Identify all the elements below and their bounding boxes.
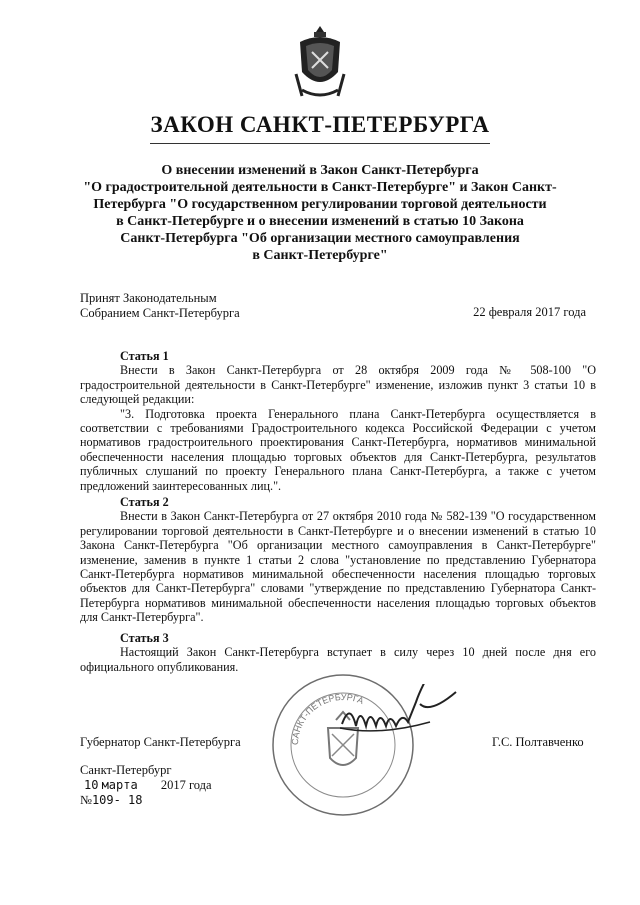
document-title: ЗАКОН САНКТ-ПЕТЕРБУРГА [150,112,490,137]
governor-title: Губернатор Санкт-Петербурга [80,735,241,749]
article-heading: Статья 1 [120,349,169,363]
heading-line: в Санкт-Петербурге" [252,248,388,263]
article-text: Внести в Закон Санкт-Петербурга от 27 октября 2010 года № 582-139 "О государственном регулировании торговой деятельности в Санкт-Петербурге и о внесении изменений в статью 10 Закона Санкт-Петербурга "Об организации местного самоуправления в Санкт-Петербурге" изменение, заменив в пункте 1 статьи 2 слова "установление по представлению Губернатора Санкт-Петербурга нормативов минимальной обеспеченности населения площадью торговых объектов для Санкт-Петербурга" словами "утверждение по представлению Губернатора Санкт-Петербурга нормативов минимальной обеспеченности населения площадью торговых объектов для Санкт-Петербурга". [80,509,596,625]
number-prefix: № [80,793,92,807]
adoption-date: 22 февраля 2017 года [473,305,586,319]
article-text: Настоящий Закон Санкт-Петербурга вступает в силу через 10 дней после дня его официального опубликования. [80,645,596,674]
adoption-line: Собранием Санкт-Петербурга [80,306,240,320]
heading-line: "О градостроительной деятельности в Санкт-Петербурге" и Закон Санкт- [83,180,557,195]
heading-line: О внесении изменений в Закон Санкт-Петербурга [161,163,479,178]
law-heading [80,162,560,264]
signing-date [80,778,212,793]
heading-line: Санкт-Петербурга "Об организации местного самоуправления [120,231,520,246]
article-heading: Статья 3 [120,631,169,645]
heading-line: в Санкт-Петербурге и о внесении изменений в статью 10 Закона [116,214,524,229]
title-underline [150,143,490,144]
signing-place: Санкт-Петербург [80,763,172,777]
article-2 [80,495,596,625]
sign-month: марта [101,778,138,792]
heading-line: Петербурга "О государственном регулировании торговой деятельности [93,197,547,212]
article-quote: "3. Подготовка проекта Генерального плана Санкт-Петербурга осуществляется в соответствии с требованиями Градостроительного кодекса Российской Федерации с учетом нормативов градостроительного проектирования Санкт-Петербурга, нормативов минимальной обеспеченности населения площадью торговых объектов для Санкт-Петербурга, результатов публичных слушаний по проекту Генерального плана Санкт-Петербурга, а также с учетом предложений заинтересованных лиц.". [80,406,596,493]
adoption-line: Принят Законодательным [80,291,217,305]
sign-year: 2017 года [160,778,212,792]
article-3 [80,631,596,674]
article-text: Внести в Закон Санкт-Петербурга от 28 октября 2009 года № 508-100 "О градостроительной деятельности в Санкт-Петербурге" изменение, изложив пункт 3 статьи 10 в следующей редакции: [80,363,596,407]
signing-block [80,763,212,808]
coat-of-arms-emblem [292,24,348,102]
adoption-block [80,291,240,321]
article-1 [80,349,596,493]
article-heading: Статья 2 [120,495,169,509]
svg-text:САНКТ-ПЕТЕРБУРГА: САНКТ-ПЕТЕРБУРГА [289,691,366,746]
law-number [80,793,212,808]
number-value: 109- 18 [91,793,143,807]
governor-name: Г.С. Полтавченко [492,735,584,749]
sign-day: 10 [84,778,99,792]
handwritten-signature [336,684,466,746]
